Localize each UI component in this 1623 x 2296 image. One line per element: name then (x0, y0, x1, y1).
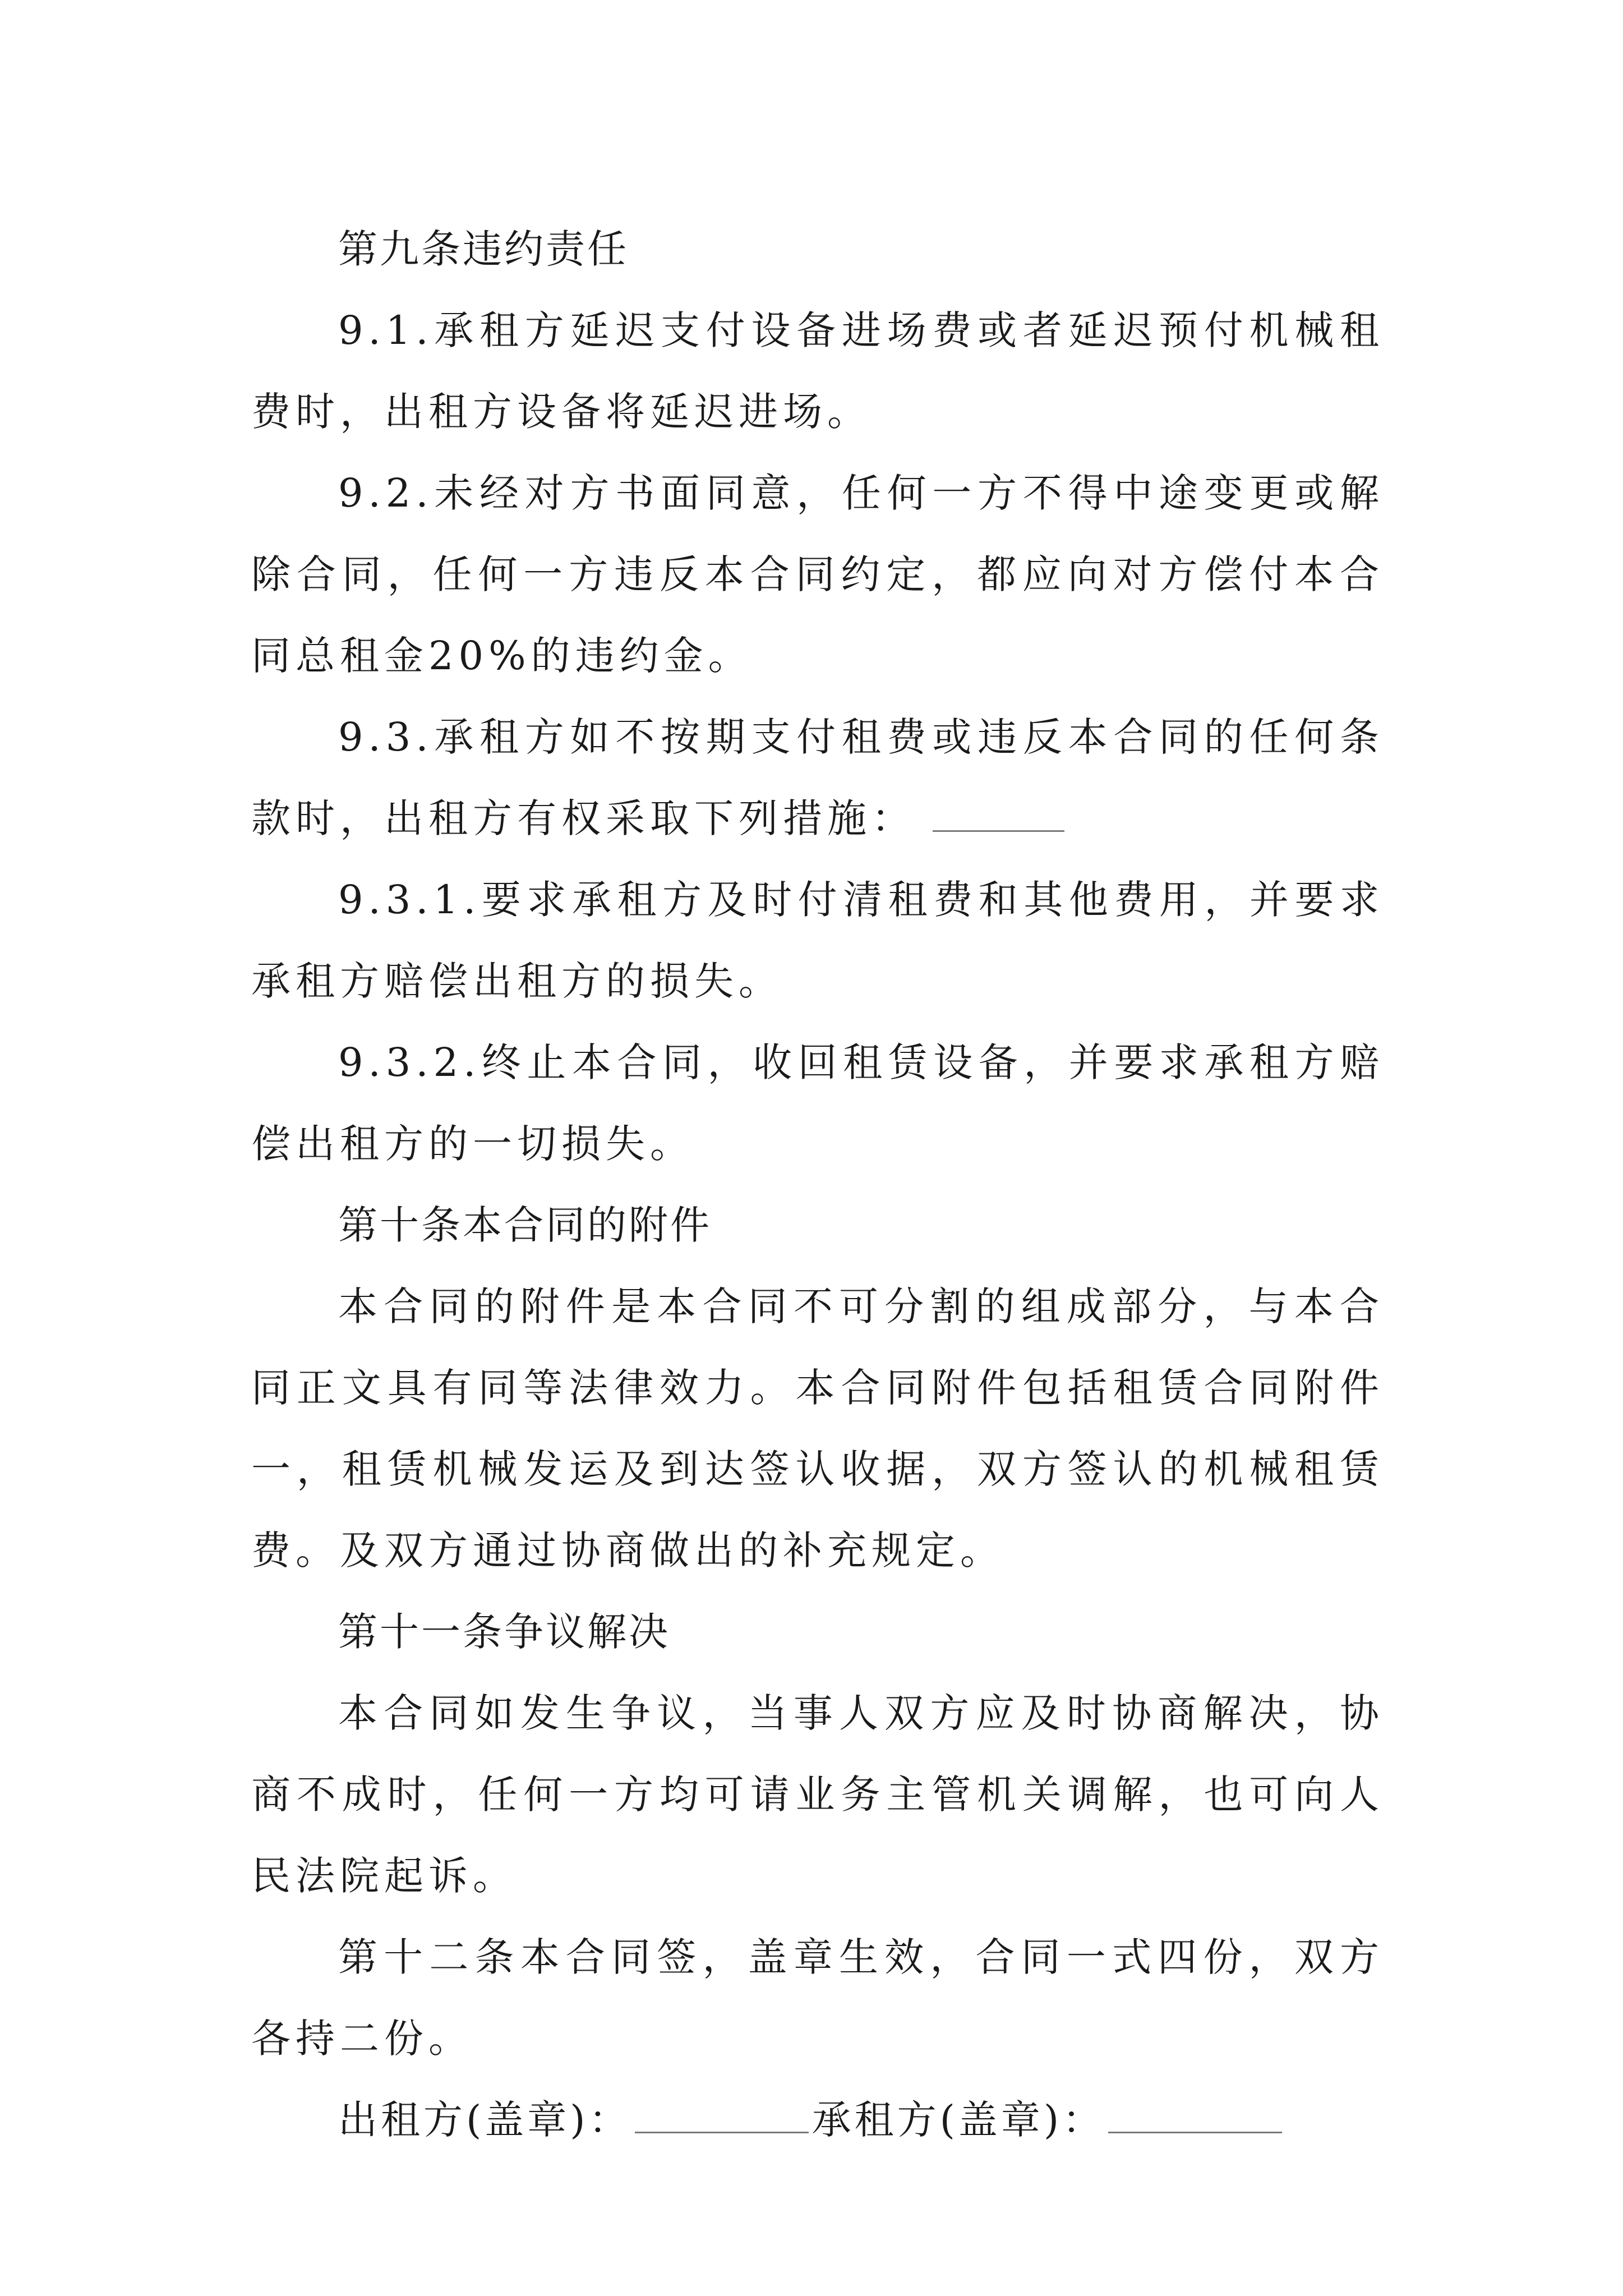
clause-9-1: 9.1.承租方延迟支付设备进场费或者延迟预付机械租费时，出租方设备将延迟进场。 (251, 307, 1384, 435)
clause-9-3 (251, 697, 1384, 859)
article-12-text: 第十二条本合同签，盖章生效，合同一式四份，双方各持二份。 (251, 1934, 1384, 2062)
signature-line (251, 2079, 1384, 2161)
article-11-text: 本合同如发生争议，当事人双方应及时协商解决，协商不成时，任何一方均可请业务主管机关调解，也可向人民法院起诉。 (251, 1690, 1384, 1899)
clause-9-3-2: 9.3.2.终止本合同，收回租赁设备，并要求承租方赔偿出租方的一切损失。 (251, 1039, 1384, 1167)
clause-9-2: 9.2.未经对方书面同意，任何一方不得中途变更或解除合同，任何一方违反本合同约定，都应向对方偿付本合同总租金20%的违约金。 (251, 470, 1384, 679)
clause-9-3-blank (933, 797, 1064, 832)
article-11-heading: 第十一条争议解决 (338, 1609, 670, 1655)
article-9-heading: 第九条违约责任 (338, 226, 629, 272)
document-body (251, 209, 1384, 2161)
lessee-signature-blank (1108, 2098, 1282, 2133)
clause-9-3-text: 9.3.承租方如不按期支付租费或违反本合同的任何条款时，出租方有权采取下列措施： (251, 714, 1384, 841)
article-10-heading: 第十条本合同的附件 (338, 1202, 712, 1248)
lessee-label: 承租方(盖章)： (811, 2097, 1105, 2143)
lessor-label: 出租方(盖章)： (338, 2097, 631, 2143)
article-10-text: 本合同的附件是本合同不可分割的组成部分，与本合同正文具有同等法律效力。本合同附件包括租赁合同附件一，租赁机械发运及到达签认收据，双方签认的机械租赁费。及双方通过协商做出的补充规定。 (251, 1283, 1384, 1573)
lessor-signature-blank (635, 2098, 809, 2133)
clause-9-3-1: 9.3.1.要求承租方及时付清租费和其他费用，并要求承租方赔偿出租方的损失。 (251, 877, 1384, 1004)
